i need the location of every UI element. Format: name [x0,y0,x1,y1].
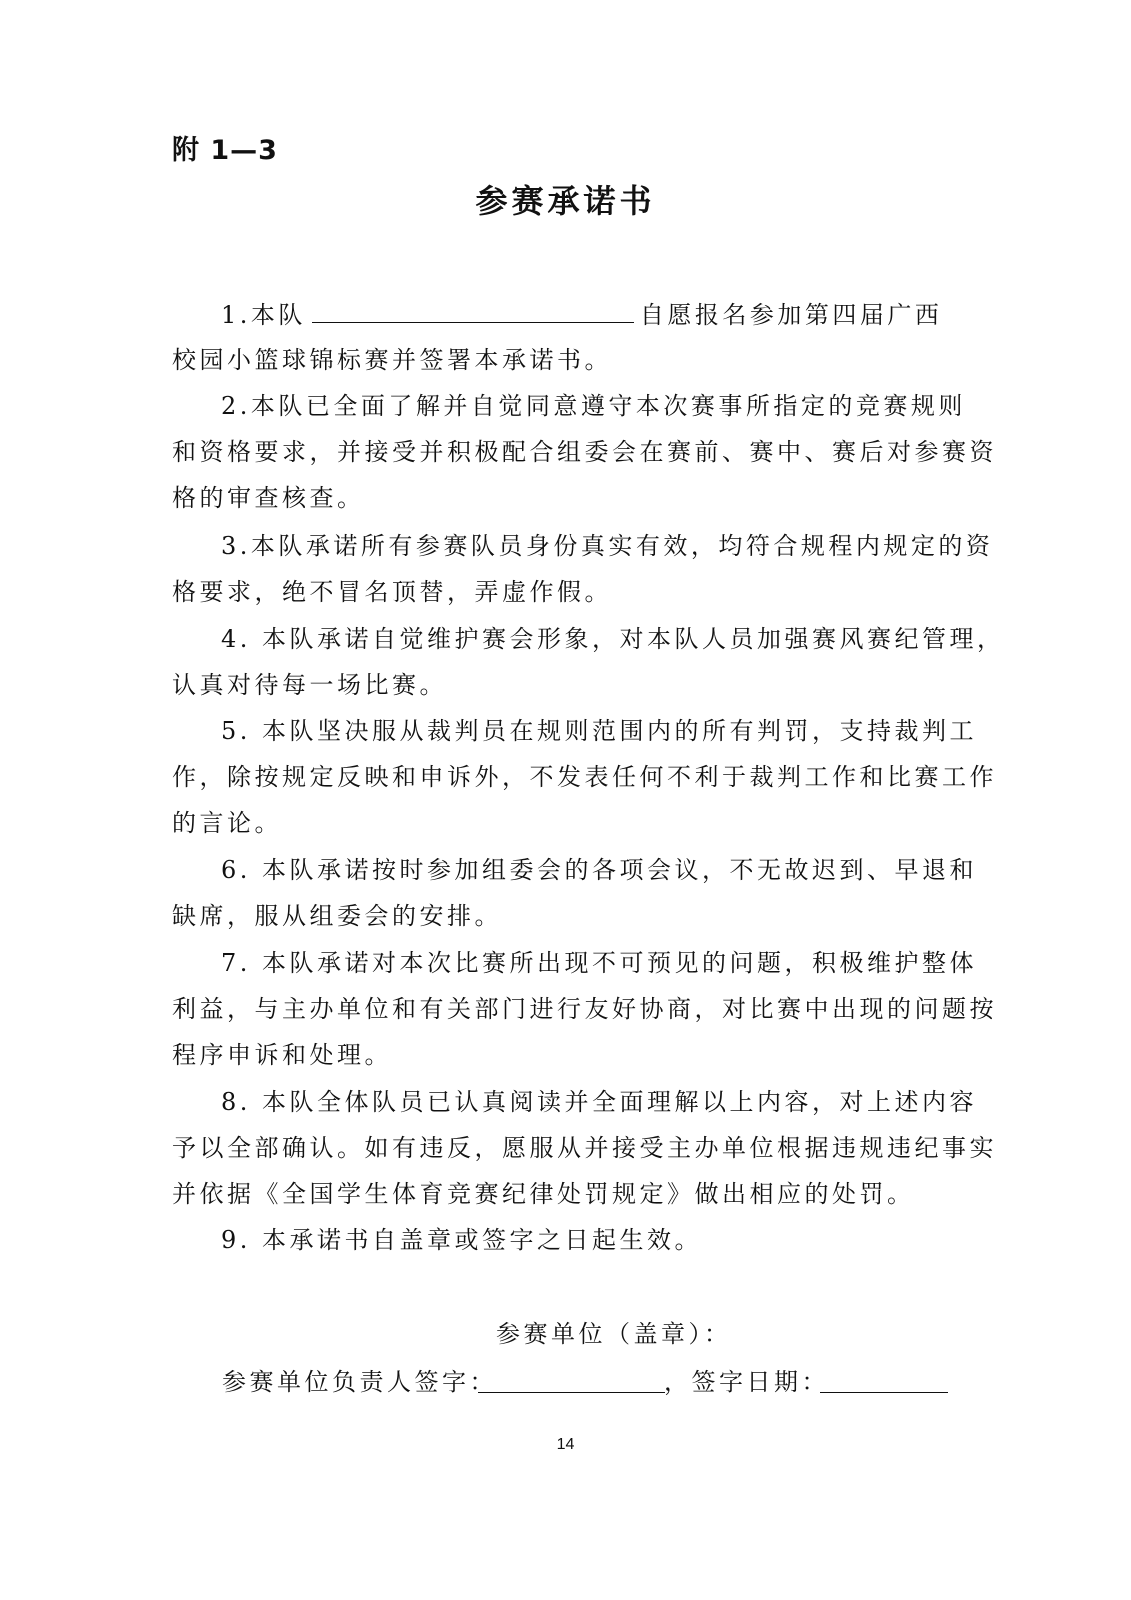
unit-seal-label: 参赛单位（盖章）： [496,1320,732,1348]
item-1-after-blank: 自愿报名参加第四届广西 [639,301,943,329]
item-2-line-3: 格的审查核查。 [172,484,365,512]
item-3-line-2: 格要求，绝不冒名顶替，弄虚作假。 [172,578,612,606]
item-1-continuation: 校园小篮球锦标赛并签署本承诺书。 [172,346,612,374]
item-5-line-3: 的言论。 [172,809,282,837]
leader-signature-line[interactable] [478,1391,665,1393]
item-2-line-2: 和资格要求，并接受并积极配合组委会在赛前、赛中、赛后对参赛资 [172,438,997,466]
team-name-blank[interactable] [312,298,634,323]
page-number: 14 [556,1436,575,1453]
item-6-line-1: 6. 本队承诺按时参加组委会的各项会议，不无故迟到、早退和 [221,856,978,884]
item-6-line-2: 缺席，服从组委会的安排。 [172,902,502,930]
item-4-line-2: 认真对待每一场比赛。 [172,671,447,699]
item-7-line-2: 利益，与主办单位和有关部门进行友好协商，对比赛中出现的问题按 [172,995,997,1023]
item-7-line-3: 程序申诉和处理。 [172,1041,392,1069]
item-8-line-2: 予以全部确认。如有违反，愿服从并接受主办单位根据违规违纪事实 [172,1134,997,1162]
item-5-line-1: 5. 本队坚决服从裁判员在规则范围内的所有判罚，支持裁判工 [221,717,978,745]
item-7-line-1: 7. 本队承诺对本次比赛所出现不可预见的问题，积极维护整体 [221,949,978,977]
item-9-line-1: 9. 本承诺书自盖章或签字之日起生效。 [221,1226,703,1254]
sign-date-label: ，签字日期： [664,1368,829,1396]
sign-date-line[interactable] [820,1391,948,1393]
item-2-line-1: 2.本队已全面了解并自觉同意遵守本次赛事所指定的竞赛规则 [221,392,966,420]
item-8-line-1: 8. 本队全体队员已认真阅读并全面理解以上内容，对上述内容 [221,1088,978,1116]
item-4-line-1: 4. 本队承诺自觉维护赛会形象，对本队人员加强赛风赛纪管理， [221,625,1005,653]
item-5-line-2: 作，除按规定反映和申诉外，不发表任何不利于裁判工作和比赛工作 [172,763,997,791]
annex-label: 附 1—3 [172,135,278,166]
item-3-line-1: 3.本队承诺所有参赛队员身份真实有效，均符合规程内规定的资 [221,532,994,560]
item-1-first-line [221,298,1021,331]
item-8-line-3: 并依据《全国学生体育竞赛纪律处罚规定》做出相应的处罚。 [172,1180,915,1208]
leader-sign-label: 参赛单位负责人签字： [222,1368,497,1396]
document-title: 参赛承诺书 [475,182,656,220]
item-1-number: 1. [221,301,251,329]
item-1-lead: 本队 [250,301,306,329]
